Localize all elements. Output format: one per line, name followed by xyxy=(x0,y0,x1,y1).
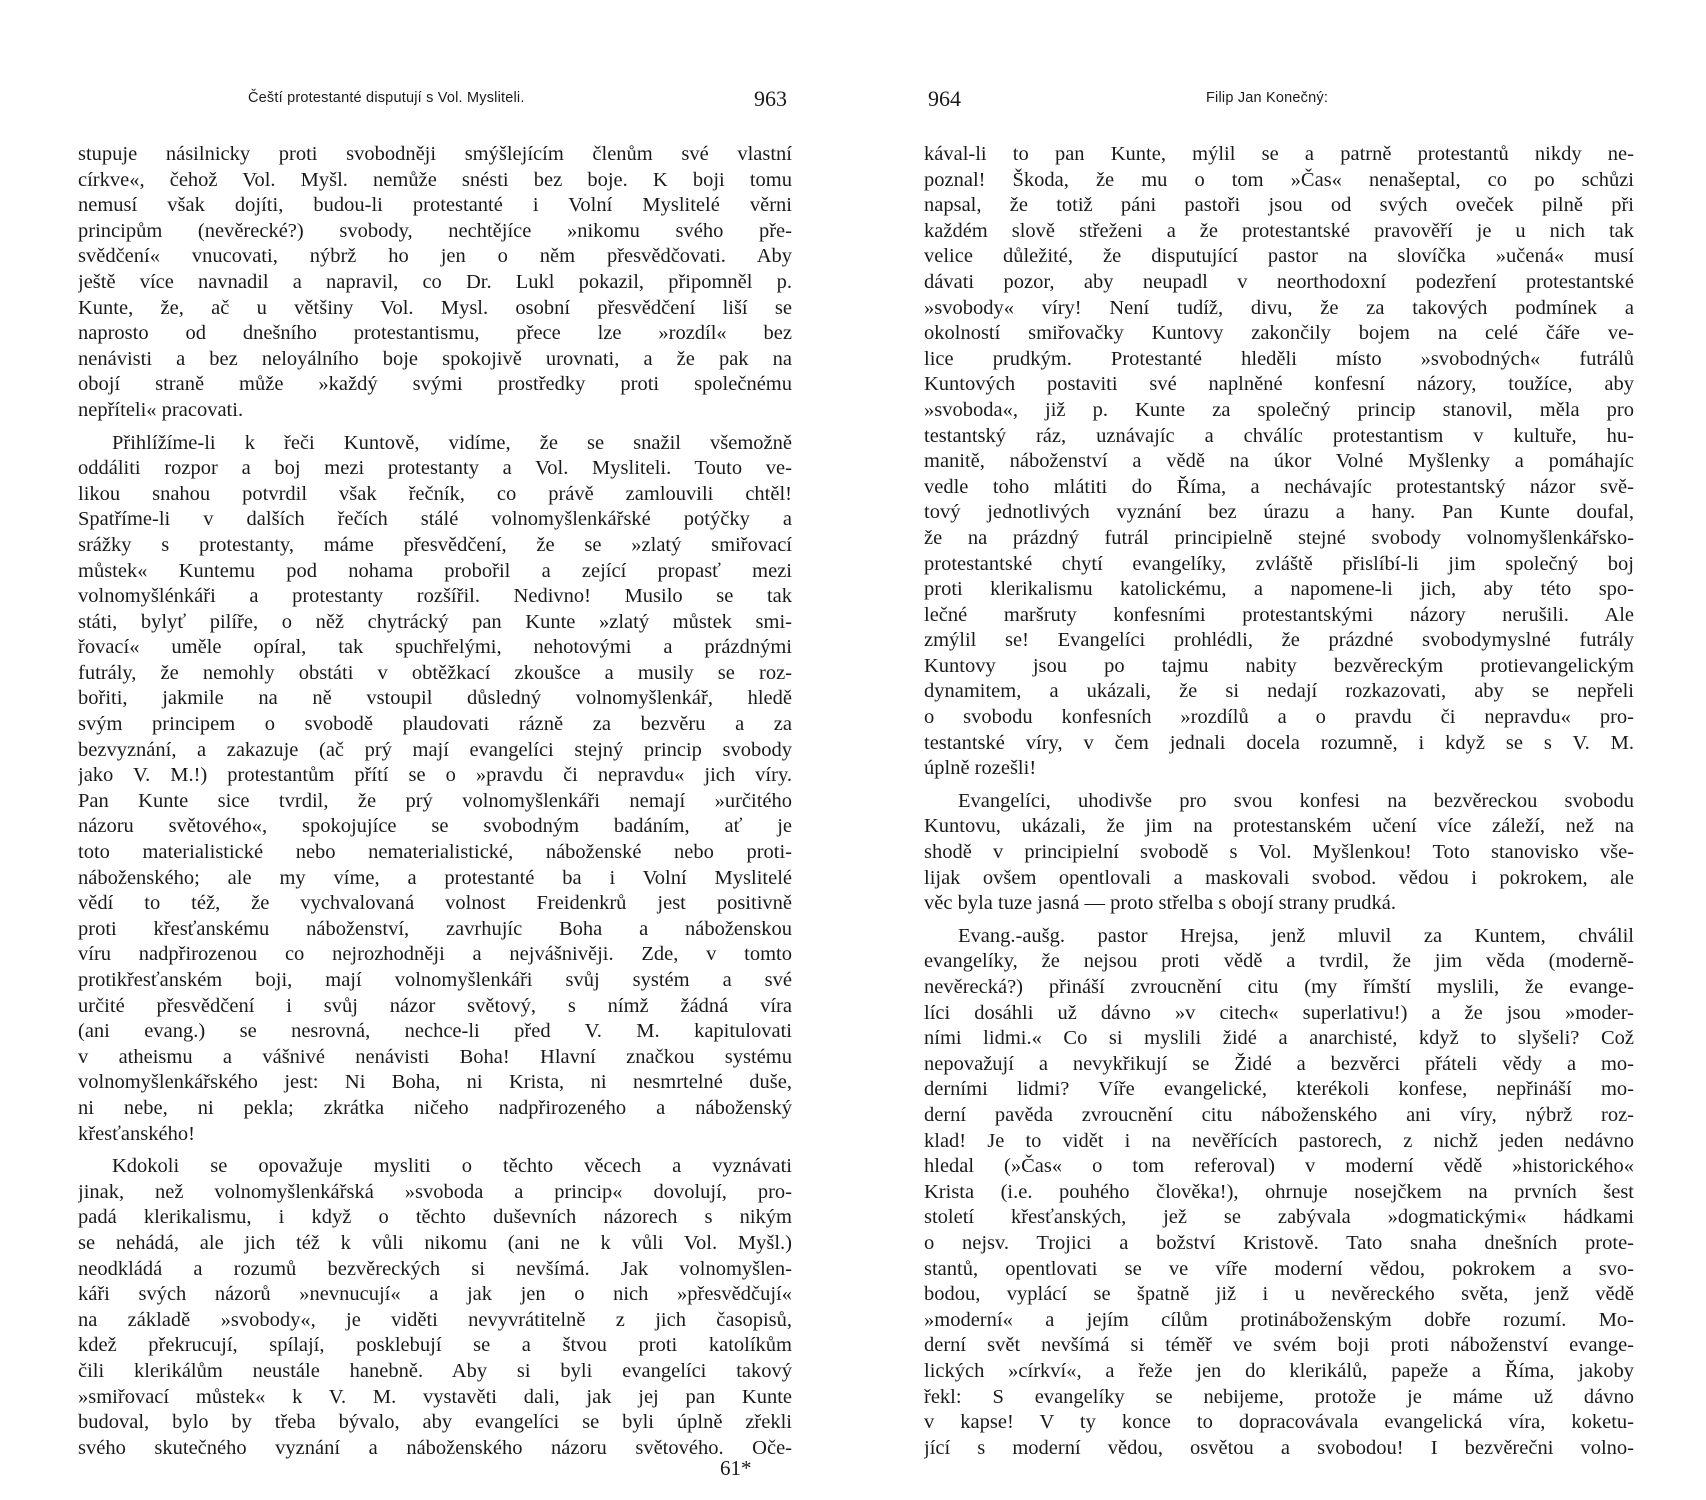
text-line: toto materialistické nebo nematerialistické, náboženské nebo proti- xyxy=(78,841,792,864)
text-line: káři svých názorů »nevnucují« a jak jen o nich »přesvědčují« xyxy=(78,1283,792,1306)
left-paragraph-3 xyxy=(78,1154,792,1461)
text-line: jako V. M.!) protestantům přítí se o »pravdu či nepravdu« jich víry. xyxy=(78,764,792,787)
text-line: srážky s protestanty, máme přesvědčení, že se »zlatý smiřovací xyxy=(78,533,792,556)
text-line: vedle toho mlátiti do Říma, a nechávajíc protestantský názor svě- xyxy=(924,475,1634,498)
text-line: nenávisti a bez neloyálního boje spokojivě urovnati, a že pak na xyxy=(78,347,792,370)
left-paragraph-1 xyxy=(78,142,792,424)
text-line: »svoboda«, již p. Kunte za společný princip stanovil, měla pro xyxy=(924,398,1634,421)
text-line: Kuntovy jsou po tajmu nabity bezvěreckým protievangelickým xyxy=(924,654,1634,677)
text-line: líci dosáhli už dávno »v citech« superlativu!) a že jsou »moder- xyxy=(924,1001,1634,1024)
text-line: testantský ráz, uznávajíc a chválíc protestantism v kultuře, hu- xyxy=(924,424,1634,447)
right-header-title: Filip Jan Konečný: xyxy=(1206,90,1329,106)
text-line: nemusí však dojíti, budou-li protestanté i Volní Myslitelé věrni xyxy=(78,194,792,217)
text-line: názoru světového«, spokojujíce se svobodným badáním, ať je xyxy=(78,815,792,838)
text-line: Kdokoli se opovažuje mysliti o těchto věcech a vyznávati xyxy=(112,1155,792,1178)
text-line: bodou, vyplácí se špatně již i u nevěreckého světa, jenž vědě xyxy=(924,1283,1634,1306)
text-line: volnomyšlénkáři a protestanty rozšířil. Nedivno! Musilo se tak xyxy=(78,585,792,608)
text-line: shodě v principielní svobodě s Vol. Myšlenkou! Toto stanovisko vše- xyxy=(924,841,1634,864)
text-line: derní svět nevšímá si téměř ve svém boji proti náboženství evange- xyxy=(924,1334,1634,1357)
text-line: jící s moderní vědou, osvětou a svobodou! I bezvěrečni volno- xyxy=(924,1436,1634,1459)
text-line: »moderní« a jejím cílům protináboženským dobře rozumí. Mo- xyxy=(924,1308,1634,1331)
text-line: naprosto od dnešního protestantismu, přece lze »rozdíl« bez xyxy=(78,322,792,345)
text-line: Kunte, že, ač u většiny Vol. Mysl. osobní přesvědčení liší se xyxy=(78,296,792,319)
text-line: církve«, čehož Vol. Myšl. nemůže snésti bez boje. K boji tomu xyxy=(78,168,792,191)
text-line: napsal, že totiž páni pastoři jsou od svých oveček pilně při xyxy=(924,194,1634,217)
text-line: se nehádá, ale jich též k vůli nikomu (ani ne k vůli Vol. Myšl.) xyxy=(78,1231,792,1254)
text-line: tový jednotlivých vyznání bez úrazu a hany. Pan Kunte doufal, xyxy=(924,501,1634,524)
text-line: nevěrecká?) přináší zvroucnění citu (my římští myslili, že evange- xyxy=(924,976,1634,998)
text-line: dávati pozor, aby neupadl v neorthodoxní podezření protestantské xyxy=(924,270,1634,293)
text-line: Evang.-aušg. pastor Hrejsa, jenž mluvil za Kuntem, chválil xyxy=(958,924,1634,947)
text-line: jinak, než volnomyšlenkářská »svoboda a princip« dovolují, pro- xyxy=(78,1180,792,1203)
text-line: řovací« uměle opíral, tak spuchřelými, nehotovými a prázdnými xyxy=(78,636,792,659)
text-line: svým principem o svobodě plaudovati rázně za bezvěru a za xyxy=(78,713,792,736)
text-line: určité přesvědčení i svůj názor světový, s nímž žádná víra xyxy=(78,994,792,1017)
text-line: Evangelíci, uhodivše pro svou konfesi na bezvěreckou svobodu xyxy=(958,789,1634,812)
text-line: lice prudkým. Protestanté hleděli místo »svobodných« futrálů xyxy=(924,347,1634,370)
text-line: proti křesťanskému náboženství, zavrhujíc Boha a náboženskou xyxy=(78,917,792,940)
text-line: klad! Je to vidět i na nevěřících pastorech, z nichž jeden nedávno xyxy=(924,1129,1634,1152)
text-line: budoval, bylo by třeba bývalo, aby evangelíci se byli úplně zřekli xyxy=(78,1411,792,1434)
text-line: v kapse! V ty konce to dopracovávala evangelická víra, koketu- xyxy=(924,1411,1634,1434)
text-line: Kuntovu, ukázali, že jim na protestanském učení více záleží, než na xyxy=(924,815,1634,838)
text-line: velice důležité, že disputující pastor na slovíčka »učená« musí xyxy=(924,245,1634,268)
text-line: v atheismu a vášnivé nenávisti Boha! Hlavní značkou systému xyxy=(78,1045,792,1068)
text-line: kdež překrucují, spílají, posklebují se a štvou proti katolíkům xyxy=(78,1334,792,1357)
text-line: Pan Kunte sice tvrdil, že prý volnomyšlenkáři nemají »určitého xyxy=(78,789,792,812)
text-line: futrály, že nemohly obstáti v obtěžkací zkoušce a musily se roz- xyxy=(78,661,792,684)
signature-mark: 61* xyxy=(720,1456,752,1480)
text-line: hledal (»Čas« o tom referoval) v moderní vědě »historického« xyxy=(924,1155,1634,1178)
text-line: Přihlížíme-li k řeči Kuntově, vidíme, že se snažil všemožně xyxy=(112,431,792,454)
left-page xyxy=(78,0,792,1500)
text-line: »smiřovací můstek« k V. M. vystavěti dali, jak jej pan Kunte xyxy=(78,1385,792,1408)
text-line: náboženského; ale my víme, a protestanté ba i Volní Myslitelé xyxy=(78,866,792,889)
text-line: volnomyšlenkářského jest: Ni Boha, ni Krista, ni nesmrtelné duše, xyxy=(78,1071,792,1094)
right-paragraph-1 xyxy=(924,142,1634,782)
text-line: zmýlil se! Evangelíci prohlédli, že prázdné svobodymyslné futrály xyxy=(924,629,1634,652)
text-line: proti klerikalismu katolickému, a napomene-li jich, aby této spo- xyxy=(924,578,1634,601)
text-line: víru nadpřirozenou co nejrozhodněji a nejvášnivěji. Zde, v tomto xyxy=(78,943,792,966)
text-line: oddáliti rozpor a boj mezi protestanty a Vol. Mysliteli. Touto ve- xyxy=(78,457,792,480)
left-running-head xyxy=(78,86,792,116)
text-line: testantské víry, v čem jednali docela rozumně, i když se s V. M. xyxy=(924,731,1634,754)
text-line: okolností smiřovačky Kuntovy zakončily bojem na celé čáře ve- xyxy=(924,322,1634,345)
text-line: likou snahou potvrdil však řečník, co právě zamlouvili chtěl! xyxy=(78,482,792,505)
text-line: bezvyznání, a zakazuje (ač prý mají evangelíci stejný princip svobody xyxy=(78,738,792,761)
text-line: Kuntových postaviti své naplněné konfesní názory, toužíce, aby xyxy=(924,373,1634,396)
text-line: derní pavěda zvroucnění citu náboženského ani víry, nýbrž roz- xyxy=(924,1103,1634,1126)
text-line: že na prázdný futrál principielně stejné svobody volnomyšlenkářsko- xyxy=(924,526,1634,549)
right-paragraph-2 xyxy=(924,789,1634,917)
text-line: evangelíky, že nejsou proti vědě a tvrdil, že jim věda (moderně- xyxy=(924,950,1634,973)
left-body-text xyxy=(78,142,792,1461)
text-line: dynamitem, a ukázali, že si nedají rozkazovati, aby se nepřeli xyxy=(924,680,1634,703)
text-line: o nejsv. Trojici a božství Kristově. Tato snaha dnešních prote- xyxy=(924,1231,1634,1254)
text-line: státi, bylyť pilíře, o něž chytrácký pan Kunte »zlatý můstek smi- xyxy=(78,610,792,633)
text-line: »svobody« víry! Není tudíž, divu, že za takových podmínek a xyxy=(924,296,1634,319)
text-line: principům (nevěrecké?) svobody, nechtějíce »nikomu svého pře- xyxy=(78,219,792,242)
text-line: svědčení« vnucovati, nýbrž ho jen o něm přesvědčovati. Aby xyxy=(78,245,792,268)
text-line: (ani evang.) se nesrovná, nechce-li před V. M. kapitulovati xyxy=(78,1020,792,1043)
text-line: Spatříme-li v dalších řečích stálé volnomyšlenkářské potýčky a xyxy=(78,508,792,531)
text-line: každém slově střeženi a že protestantské pravověří je u nich tak xyxy=(924,219,1634,242)
text-line: ještě více navnadil a napravil, co Dr. Lukl pokazil, připomněl p. xyxy=(78,270,792,293)
text-line: lijak ovšem opentlovali a maskovali svobod. vědou i pokrokem, ale xyxy=(924,866,1634,889)
text-line: derními lidmi? Víře evangelické, kterékoli konfese, nepřináší mo- xyxy=(924,1078,1634,1101)
text-line: obojí straně může »každý svými prostředky proti společnému xyxy=(78,373,792,396)
left-header-title: Čeští protestanté disputují s Vol. Mysliteli. xyxy=(248,90,525,106)
text-line: neodkládá a rozumů bezvěreckých si nevšímá. Jak volnomyšlen- xyxy=(78,1257,792,1280)
text-line: kával-li to pan Kunte, mýlil se a patrně protestantů nikdy ne- xyxy=(924,143,1634,165)
text-line: na základě »svobody«, je viděti nevyvrátitelně z jich časopisů, xyxy=(78,1308,792,1331)
right-running-head xyxy=(924,86,1634,116)
text-line: o svobodu konfesních »rozdílů a o pravdu či nepravdu« pro- xyxy=(924,706,1634,729)
text-line: můstek« Kuntemu pod nohama probořil a zející propasť mezi xyxy=(78,559,792,582)
left-page-number: 963 xyxy=(754,86,787,111)
text-line: manitě, náboženství a vědě na úkor Volné Myšlenky a pomáhajíc xyxy=(924,450,1634,473)
text-line: nepovažují a nevykřikují se Židé a bezvěrci přáteli vědy a mo- xyxy=(924,1052,1634,1075)
text-line: křesťanského! xyxy=(78,1122,195,1145)
text-line: bořiti, jakmile na ně vstoupil důsledný volnomyšlenkář, hledě xyxy=(78,687,792,710)
text-line: nepříteli« pracovati. xyxy=(78,398,244,421)
text-line: úplně rozešli! xyxy=(924,757,1037,780)
text-line: vědí to též, že vychvalovaná volnost Freidenkrů jest positivně xyxy=(78,892,792,915)
text-line: století křesťanských, jež se zabývala »dogmatickými« hádkami xyxy=(924,1206,1634,1229)
text-line: svého skutečného vyznání a náboženského názoru světového. Oče- xyxy=(78,1436,792,1459)
right-page xyxy=(924,0,1634,1500)
text-line: Krista (i.e. pouhého člověka!), ohrnuje nosejčkem na prvních šest xyxy=(924,1180,1634,1203)
text-line: stantů, opentlovati se ve víře moderní vědou, pokrokem a svo- xyxy=(924,1257,1634,1280)
text-line: ními lidmi.« Co si myslili židé a anarchisté, když to slyšeli? Což xyxy=(924,1027,1634,1050)
left-paragraph-2 xyxy=(78,431,792,1148)
text-line: protestantské chytí evangelíky, zvláště přislíbí-li jim společný boj xyxy=(924,552,1634,575)
text-line: ni nebe, ni pekla; zkrátka ničeho nadpřirozeného a náboženský xyxy=(78,1096,792,1119)
text-line: lických »církví«, a řeže jen do klerikálů, papeže a Říma, jakoby xyxy=(924,1359,1634,1382)
right-page-number: 964 xyxy=(928,86,961,111)
text-line: padá klerikalismu, i když o těchto duševních názorech s nikým xyxy=(78,1206,792,1229)
text-line: věc byla tuze jasná — proto střelba s obojí strany prudká. xyxy=(924,892,1396,915)
text-line: lečné maršruty konfesními protestantskými názory nerušili. Ale xyxy=(924,603,1634,626)
right-body-text xyxy=(924,142,1634,1461)
text-line: stupuje násilnicky proti svobodněji smýšlejícím členům své vlastní xyxy=(78,143,792,165)
text-line: poznal! Škoda, že mu o tom »Čas« nenašeptal, co po schůzi xyxy=(924,168,1634,191)
right-paragraph-3 xyxy=(924,924,1634,1461)
text-line: řekl: S evangelíky se nebijeme, protože je máme už dávno xyxy=(924,1385,1634,1408)
text-line: čili klerikálům neustále hanebně. Aby si byli evangelíci takový xyxy=(78,1359,792,1382)
text-line: protikřesťanském boji, mají volnomyšlenkáři svůj systém a své xyxy=(78,969,792,991)
